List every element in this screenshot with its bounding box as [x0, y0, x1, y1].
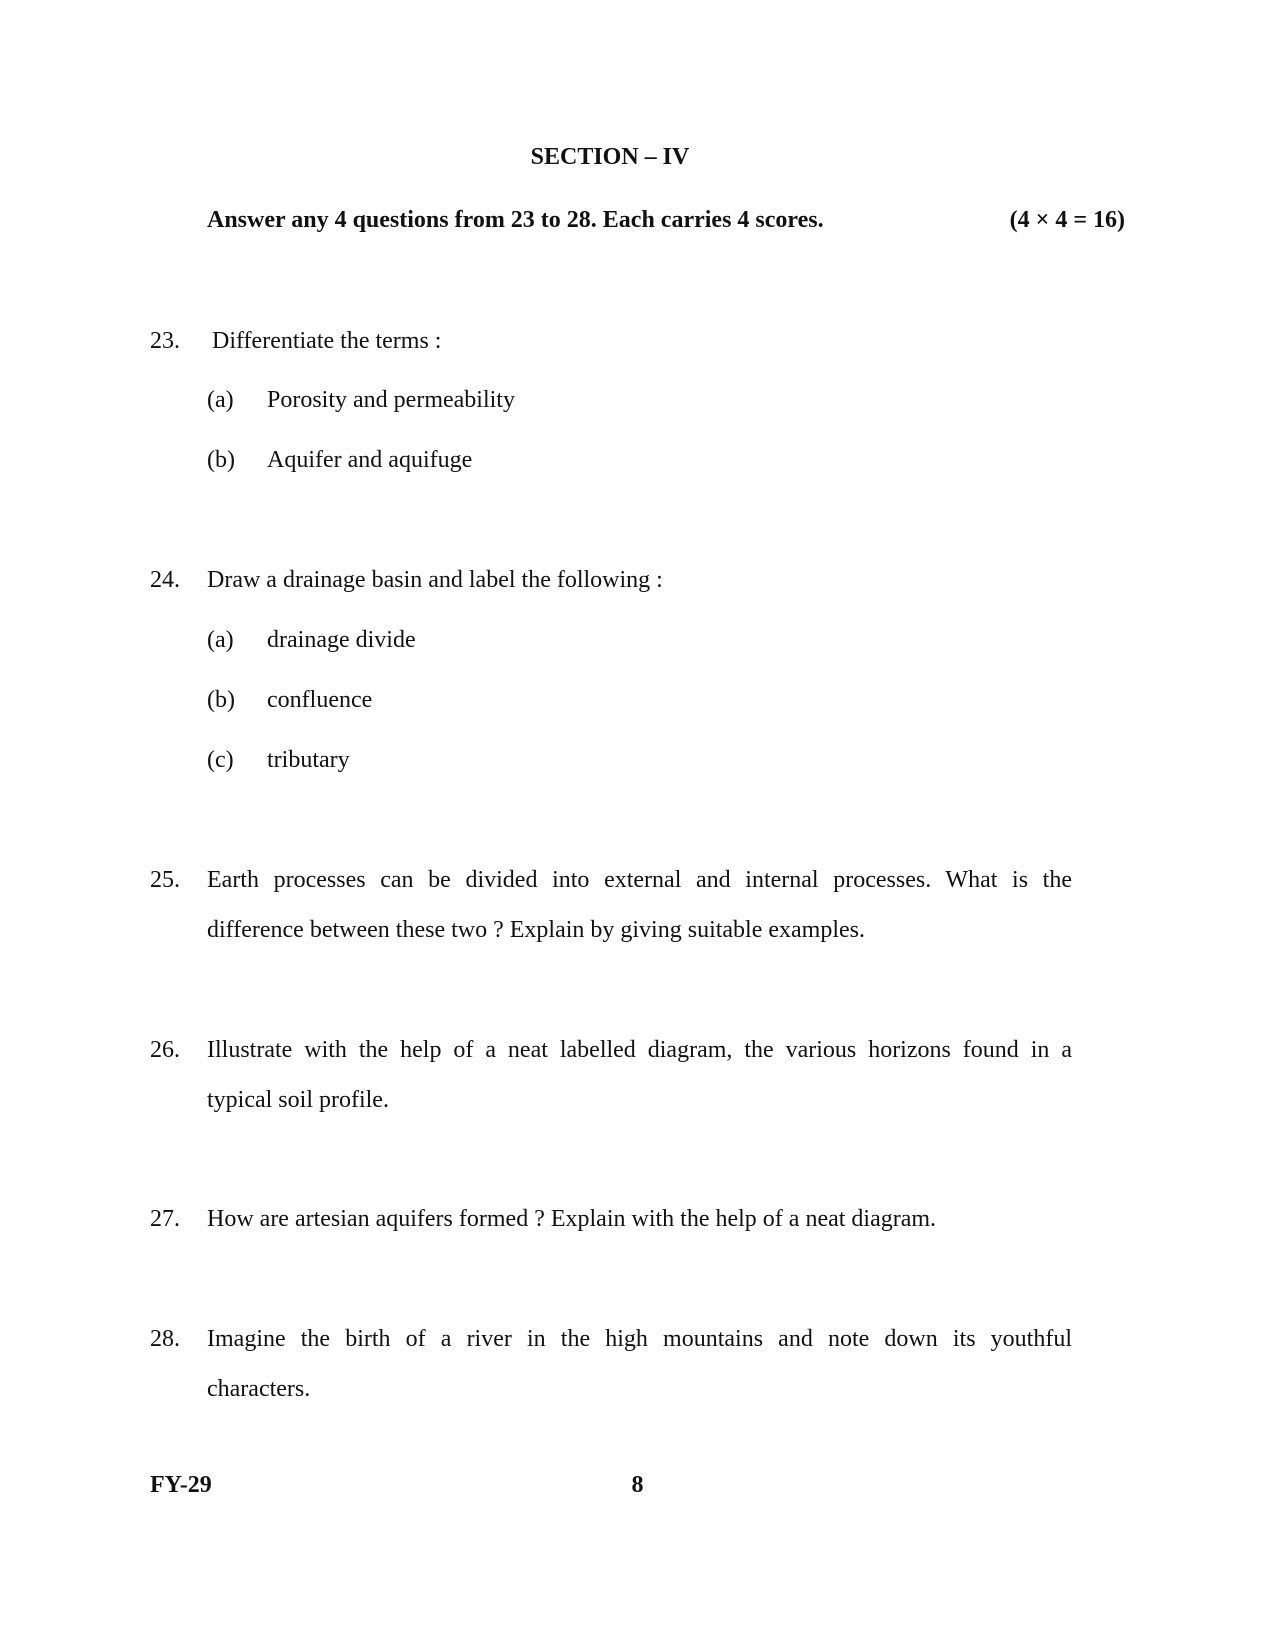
- question-25-number: 25.: [150, 867, 180, 893]
- question-23-text: Differentiate the terms :: [212, 328, 442, 354]
- question-28-line-1: Imagine the birth of a river in the high mountains and note down its youthful: [207, 1326, 1072, 1352]
- question-23-option-a-label: (a): [207, 387, 234, 413]
- question-25-line-1: Earth processes can be divided into external and internal processes. What is the: [207, 867, 1072, 893]
- question-24-option-a-label: (a): [207, 627, 234, 653]
- question-24-option-c-label: (c): [207, 747, 234, 773]
- footer-code: FY-29: [150, 1472, 212, 1498]
- question-27-number: 27.: [150, 1206, 180, 1232]
- section-marks: (4 × 4 = 16): [1009, 207, 1125, 233]
- question-27-text: How are artesian aquifers formed ? Explain with the help of a neat diagram.: [207, 1206, 937, 1232]
- question-24-option-c-text: tributary: [267, 747, 350, 773]
- question-24-option-b-label: (b): [207, 687, 235, 713]
- question-25-line-2: difference between these two ? Explain by giving suitable examples.: [207, 917, 866, 943]
- question-23-option-b-label: (b): [207, 447, 235, 473]
- question-23-number: 23.: [150, 328, 180, 354]
- question-26-line-1: Illustrate with the help of a neat labelled diagram, the various horizons found in a: [207, 1037, 1072, 1063]
- question-24-text: Draw a drainage basin and label the following :: [207, 567, 663, 593]
- question-28-line-2: characters.: [207, 1376, 311, 1402]
- question-26-line-2: typical soil profile.: [207, 1087, 389, 1113]
- question-23-option-b-text: Aquifer and aquifuge: [267, 447, 473, 473]
- section-instruction: Answer any 4 questions from 23 to 28. Each carries 4 scores.: [207, 207, 824, 233]
- question-24-option-a-text: drainage divide: [267, 627, 416, 653]
- question-23-option-a-text: Porosity and permeability: [267, 387, 515, 413]
- question-24-number: 24.: [150, 567, 180, 593]
- question-26-number: 26.: [150, 1037, 180, 1063]
- footer-page-number: 8: [631, 1472, 644, 1498]
- question-28-number: 28.: [150, 1326, 180, 1352]
- question-24-option-b-text: confluence: [267, 687, 373, 713]
- section-title: SECTION – IV: [530, 144, 690, 170]
